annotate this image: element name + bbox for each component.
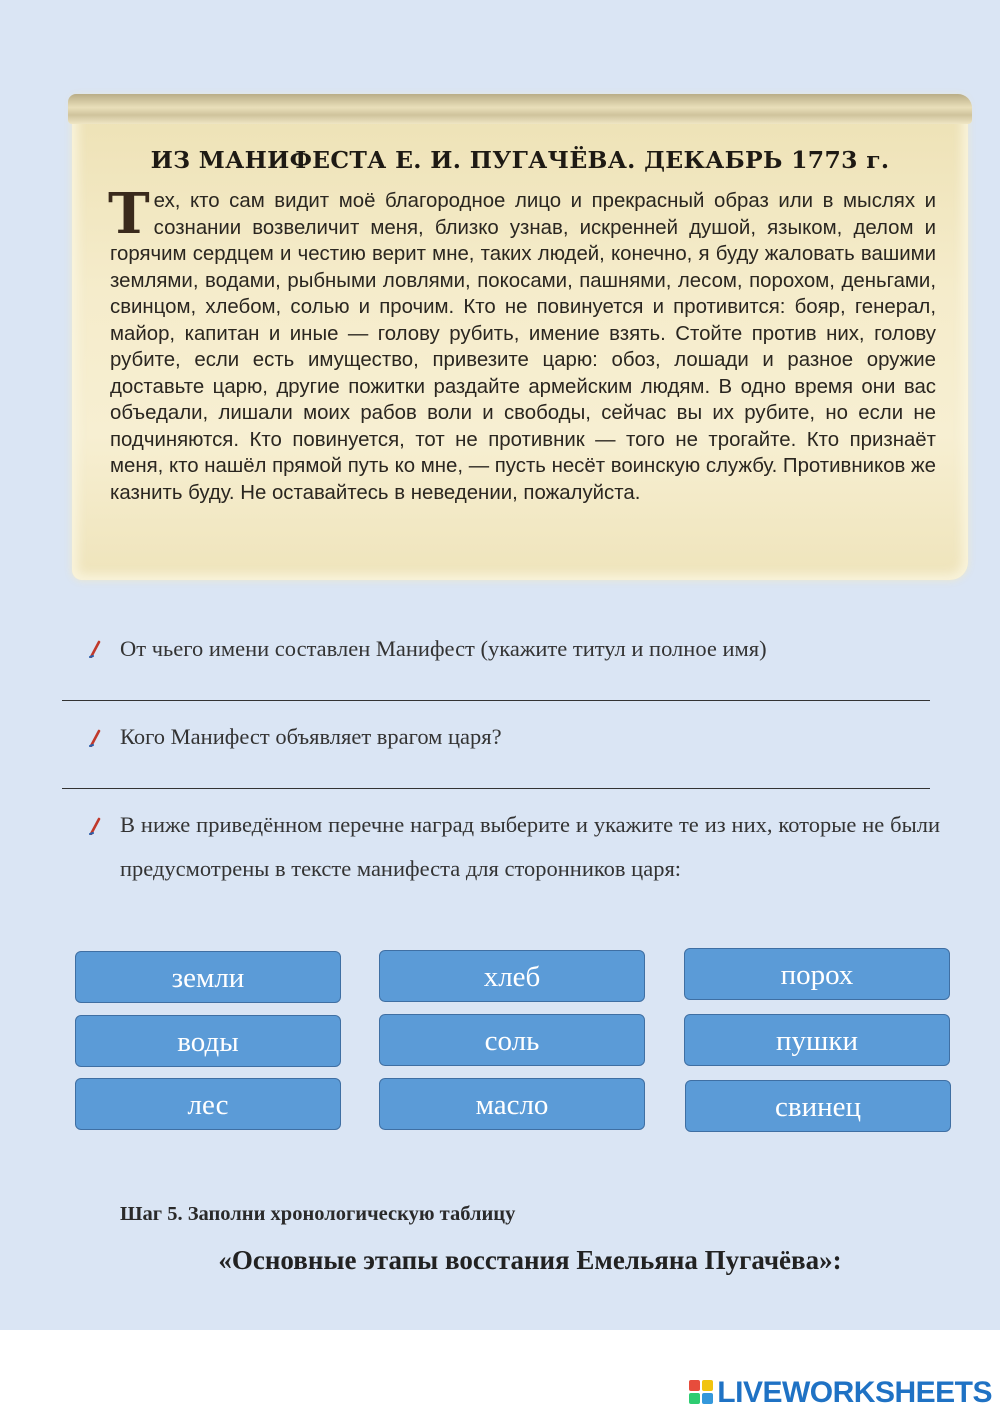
option-hleb[interactable]: хлеб bbox=[379, 950, 645, 1002]
manifesto-body: ех, кто сам видит моё благородное лицо и прекрасный образ или в мыслях и сознании возвеличит меня, близко узнав, искренней душой, языком, делом и горячим сердцем и честию верит мне, таких людей, конечно, я буду жаловать вашими землями, водами, рыбными ловлями, покосами, пашнями, лесом, порохом, деньгами, свинцом, хлебом, солью и прочим. Кто не повинуется и противится: бояр, генерал, майор, капитан и иные — голову рубить, имение взять. Стойте против них, голову рубите, если есть имущество, привезите царю: обоз, лошади и разное оружие доставьте царю, другие пожитки раздайте армейским людям. В одно время они вас объедали, лишали моих рабов воли и свободы, сейчас вы их рубите, но если не подчиняются. Кто повинуется, тот не противник — того не трогайте. Кто признаёт меня, кто нашёл прямой путь ко мне, — пусть несёт воинскую службу. Противников же казнить буду. Не оставайтесь в неведении, пожалуйста. bbox=[110, 190, 936, 504]
pencil-marker-icon bbox=[88, 640, 102, 658]
logo-text: LIVEWORKSHEETS bbox=[717, 1376, 992, 1409]
option-maslo[interactable]: масло bbox=[379, 1078, 645, 1130]
scroll-roll bbox=[68, 94, 972, 124]
question-3-text: В ниже приведённом перечне наград выберите и укажите те из них, которые не были предусмотрены в тексте манифеста для сторонников царя: bbox=[120, 812, 940, 881]
option-svinec[interactable]: свинец bbox=[685, 1080, 951, 1132]
liveworksheets-logo bbox=[689, 1373, 992, 1413]
question-1-text: От чьего имени составлен Манифест (укажите титул и полное имя) bbox=[120, 636, 767, 661]
pencil-marker-icon bbox=[88, 817, 102, 835]
answer-line-1[interactable] bbox=[62, 700, 930, 701]
pencil-marker-icon bbox=[88, 729, 102, 747]
manifesto-scroll bbox=[72, 96, 968, 580]
table-title: «Основные этапы восстания Емельяна Пугачёва»: bbox=[218, 1245, 842, 1275]
liveworksheets-logo-icon bbox=[689, 1380, 715, 1406]
answer-line-2[interactable] bbox=[62, 788, 930, 789]
option-poroh[interactable]: порох bbox=[684, 948, 950, 1000]
question-2-text: Кого Манифест объявляет врагом царя? bbox=[120, 724, 502, 749]
manifesto-initial: Т bbox=[108, 181, 150, 247]
option-les[interactable]: лес bbox=[75, 1078, 341, 1130]
manifesto-text bbox=[108, 181, 936, 506]
option-sol[interactable]: соль bbox=[379, 1014, 645, 1066]
option-vody[interactable]: воды bbox=[75, 1015, 341, 1067]
option-pushki[interactable]: пушки bbox=[684, 1014, 950, 1066]
step-label: Шаг 5. Заполни хронологическую таблицу bbox=[120, 1203, 516, 1225]
option-zemli[interactable]: земли bbox=[75, 951, 341, 1003]
manifesto-title: ИЗ МАНИФЕСТА Е. И. ПУГАЧЁВА. ДЕКАБРЬ 1773 г. bbox=[150, 146, 890, 174]
